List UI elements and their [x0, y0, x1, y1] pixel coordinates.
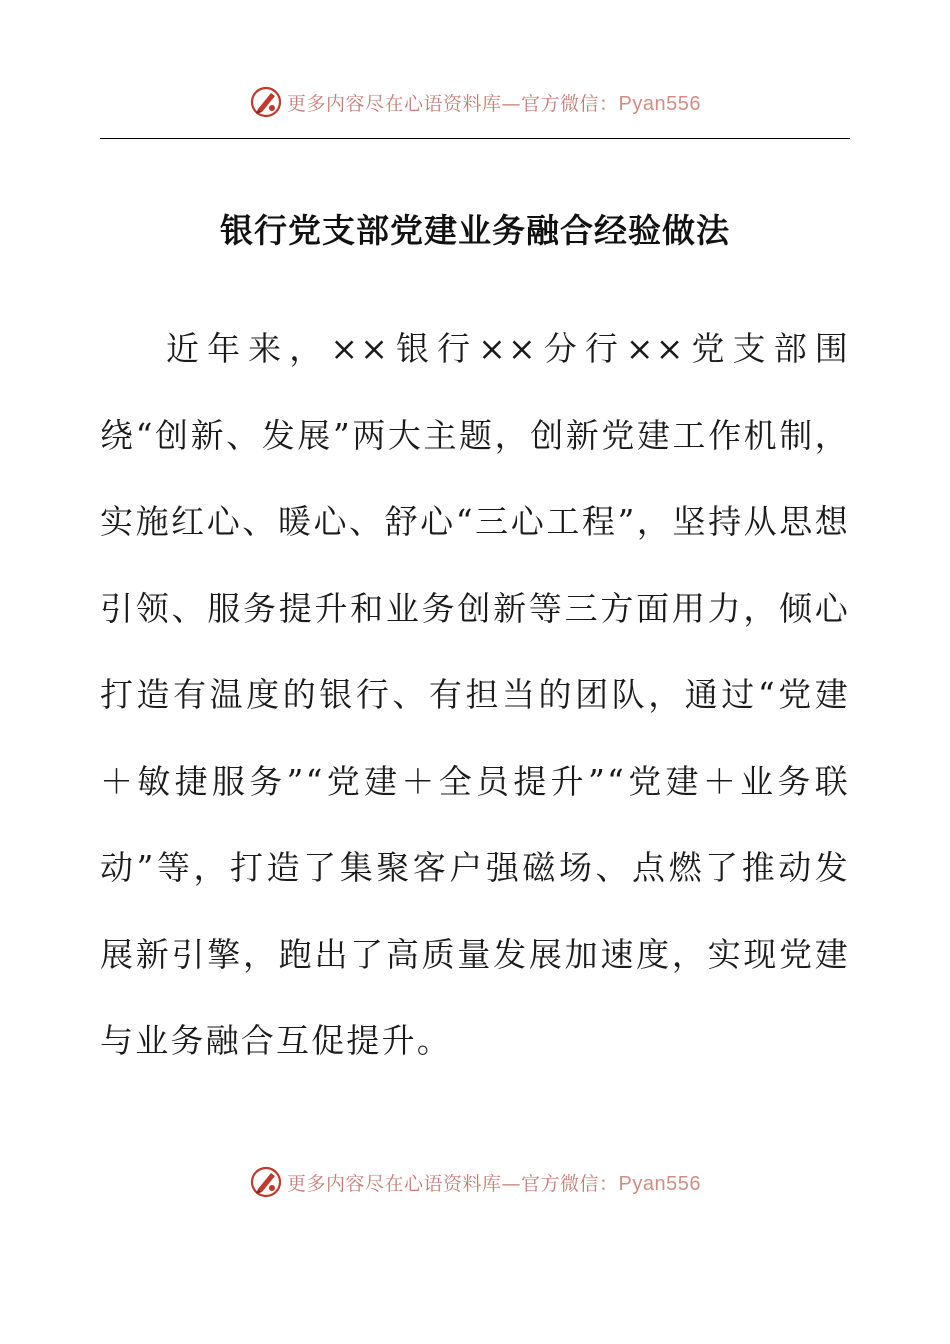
watermark-text: 更多内容尽在心语资料库—官方微信：Pyan556: [287, 1172, 701, 1195]
watermark-account: Pyan556: [618, 92, 701, 115]
watermark-text: 更多内容尽在心语资料库—官方微信：Pyan556: [287, 92, 701, 115]
footer-watermark: [0, 1162, 950, 1202]
watermark-account: Pyan556: [618, 1172, 701, 1195]
header-divider: [100, 138, 850, 139]
body-paragraph: 近年来，××银行××分行××党支部围绕“创新、发展”两大主题，创新党建工作机制，实施红心、暖心、舒心“三心工程”，坚持从思想引领、服务提升和业务创新等三方面用力，倾心打造有温度的银行、有担当的团队，通过“党建＋敏捷服务”“党建＋全员提升”“党建＋业务联动”等，打造了集聚客户强磁场、点燃了推动发展新引擎，跑出了高质量发展加速度，实现党建与业务融合互促提升。: [100, 329, 850, 1060]
pen-logo-icon: [249, 85, 283, 119]
pen-logo-icon: [249, 1165, 283, 1199]
document-title: 银行党支部党建业务融合经验做法: [220, 211, 730, 250]
header-watermark: [0, 82, 950, 122]
